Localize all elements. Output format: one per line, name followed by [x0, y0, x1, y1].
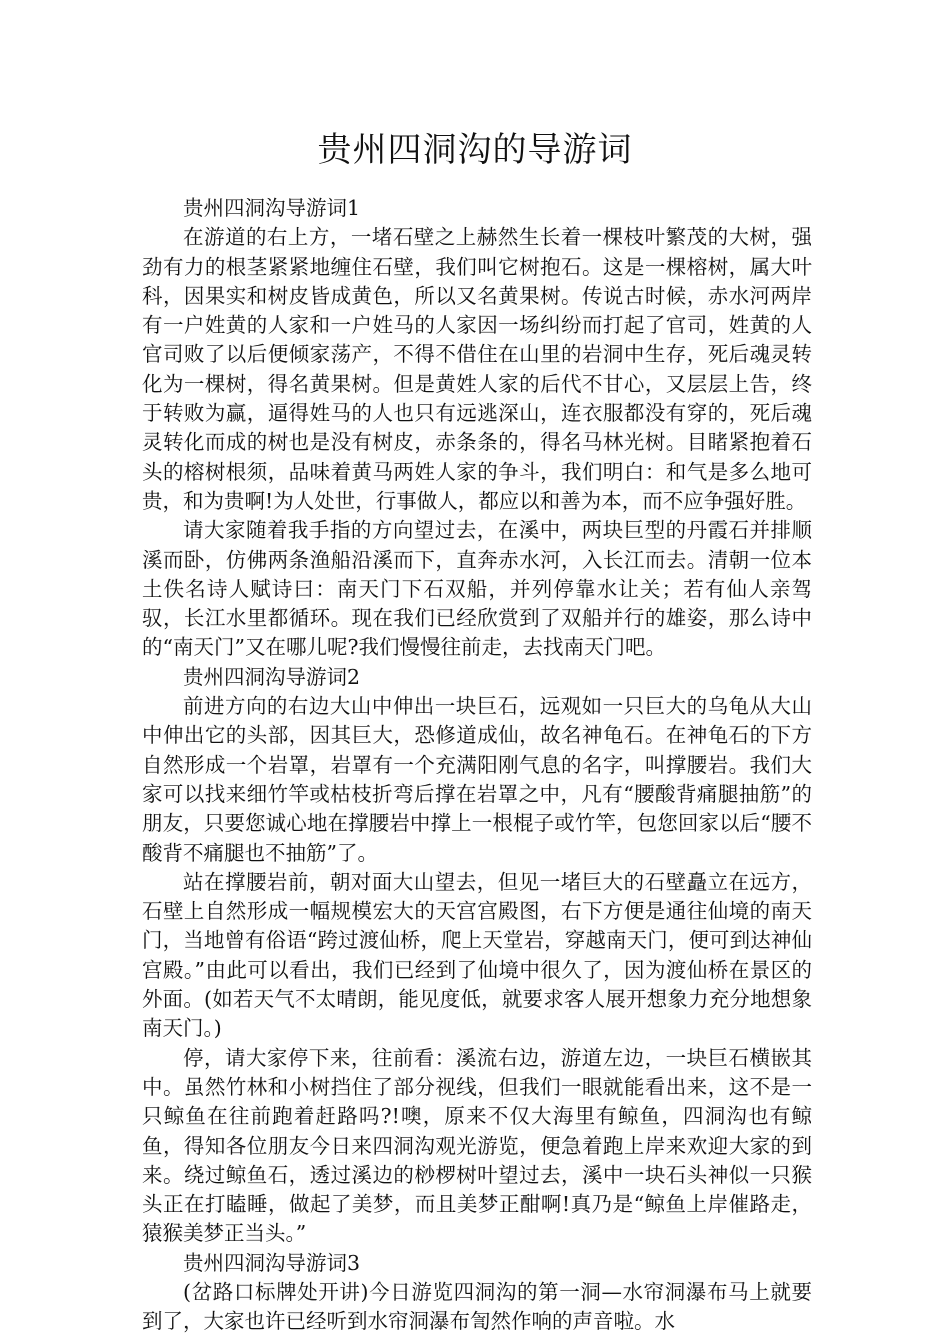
paragraph-water-curtain: (岔路口标牌处开讲)今日游览四洞沟的第一洞—水帘洞瀑布马上就要到了，大家也许已经听到水帘洞瀑布訇然作响的声音啦。水 [142, 1279, 812, 1334]
paragraph-banyan-tree: 在游道的右上方，一堵石壁之上赫然生长着一棵枝叶繁茂的大树，强劲有力的根茎紧紧地缠住石壁，我们叫它树抱石。这是一棵榕树，属大叶科，因果实和树皮皆成黄色，所以又名黄果树。传说古时候，赤水河两岸有一户姓黄的人家和一户姓马的人家因一场纠纷而打起了官司，姓黄的人官司败了以后便倾家荡产，不得不借住在山里的岩洞中生存，死后魂灵转化为一棵树，得名黄果树。但是黄姓人家的后代不甘心，又层层上告，终于转败为赢，逼得姓马的人也只有远逃深山，连衣服都没有穿的，死后魂灵转化而成的树也是没有树皮，赤条条的，得名马林光树。目睹紧抱着石头的榕树根须，品味着黄马两姓人家的争斗，我们明白：和气是多么地可贵，和为贵啊!为人处世，行事做人，都应以和善为本，而不应争强好胜。 [142, 225, 812, 513]
section-heading-3: 贵州四洞沟导游词3 [183, 1250, 361, 1275]
paragraph-south-gate: 站在撑腰岩前，朝对面大山望去，但见一堵巨大的石壁矗立在远方，石壁上自然形成一幅规模宏大的天宫宫殿图，右下方便是通往仙境的南天门，当地曾有俗语“跨过渡仙桥，爬上天堂岩，穿越南天门，便可到达神仙宫殿。”由此可以看出，我们已经到了仙境中很久了，因为渡仙桥在景区的外面。(如若天气不太晴朗，能见度低，就要求客人展开想象力充分地想象南天门。) [142, 869, 812, 1041]
document-body [142, 194, 812, 1337]
document-title: 贵州四洞沟的导游词 [317, 130, 633, 170]
paragraph-whale-stone: 停，请大家停下来，往前看：溪流右边，游道左边，一块巨石横嵌其中。虽然竹林和小树挡住了部分视线，但我们一眼就能看出来，这不是一只鲸鱼在往前跑着赶路吗?!噢，原来不仅大海里有鲸鱼，四洞沟也有鲸鱼，得知各位朋友今日来四洞沟观光游览，便急着跑上岸来欢迎大家的到来。绕过鲸鱼石，透过溪边的桫椤树叶望过去，溪中一块石头神似一只猴头正在打瞌睡，做起了美梦，而且美梦正酣啊!真乃是“鲸鱼上岸催路走，猿猴美梦正当头。” [142, 1045, 812, 1246]
paragraph-double-boat-stones: 请大家随着我手指的方向望过去，在溪中，两块巨型的丹霞石并排顺溪而卧，仿佛两条渔船沿溪而下，直奔赤水河，入长江而去。清朝一位本土佚名诗人赋诗曰：南天门下石双船，并列停靠水让关；若有仙人亲驾驭，长江水里都循环。现在我们已经欣赏到了双船并行的雄姿，那么诗中的“南天门”又在哪儿呢?我们慢慢往前走，去找南天门吧。 [142, 518, 812, 660]
section-heading-2: 贵州四洞沟导游词2 [183, 664, 361, 689]
paragraph-turtle-stone: 前进方向的右边大山中伸出一块巨石，远观如一只巨大的乌龟从大山中伸出它的头部，因其巨大，恐修道成仙，故名神龟石。在神龟石的下方自然形成一个岩罩，岩罩有一个充满阳刚气息的名字，叫撑腰岩。我们大家可以找来细竹竿或枯枝折弯后撑在岩罩之中，凡有“腰酸背痛腿抽筋”的朋友，只要您诚心地在撑腰岩中撑上一根棍子或竹竿，包您回家以后“腰不酸背不痛腿也不抽筋”了。 [142, 694, 812, 865]
section-heading-1: 贵州四洞沟导游词1 [183, 196, 361, 220]
